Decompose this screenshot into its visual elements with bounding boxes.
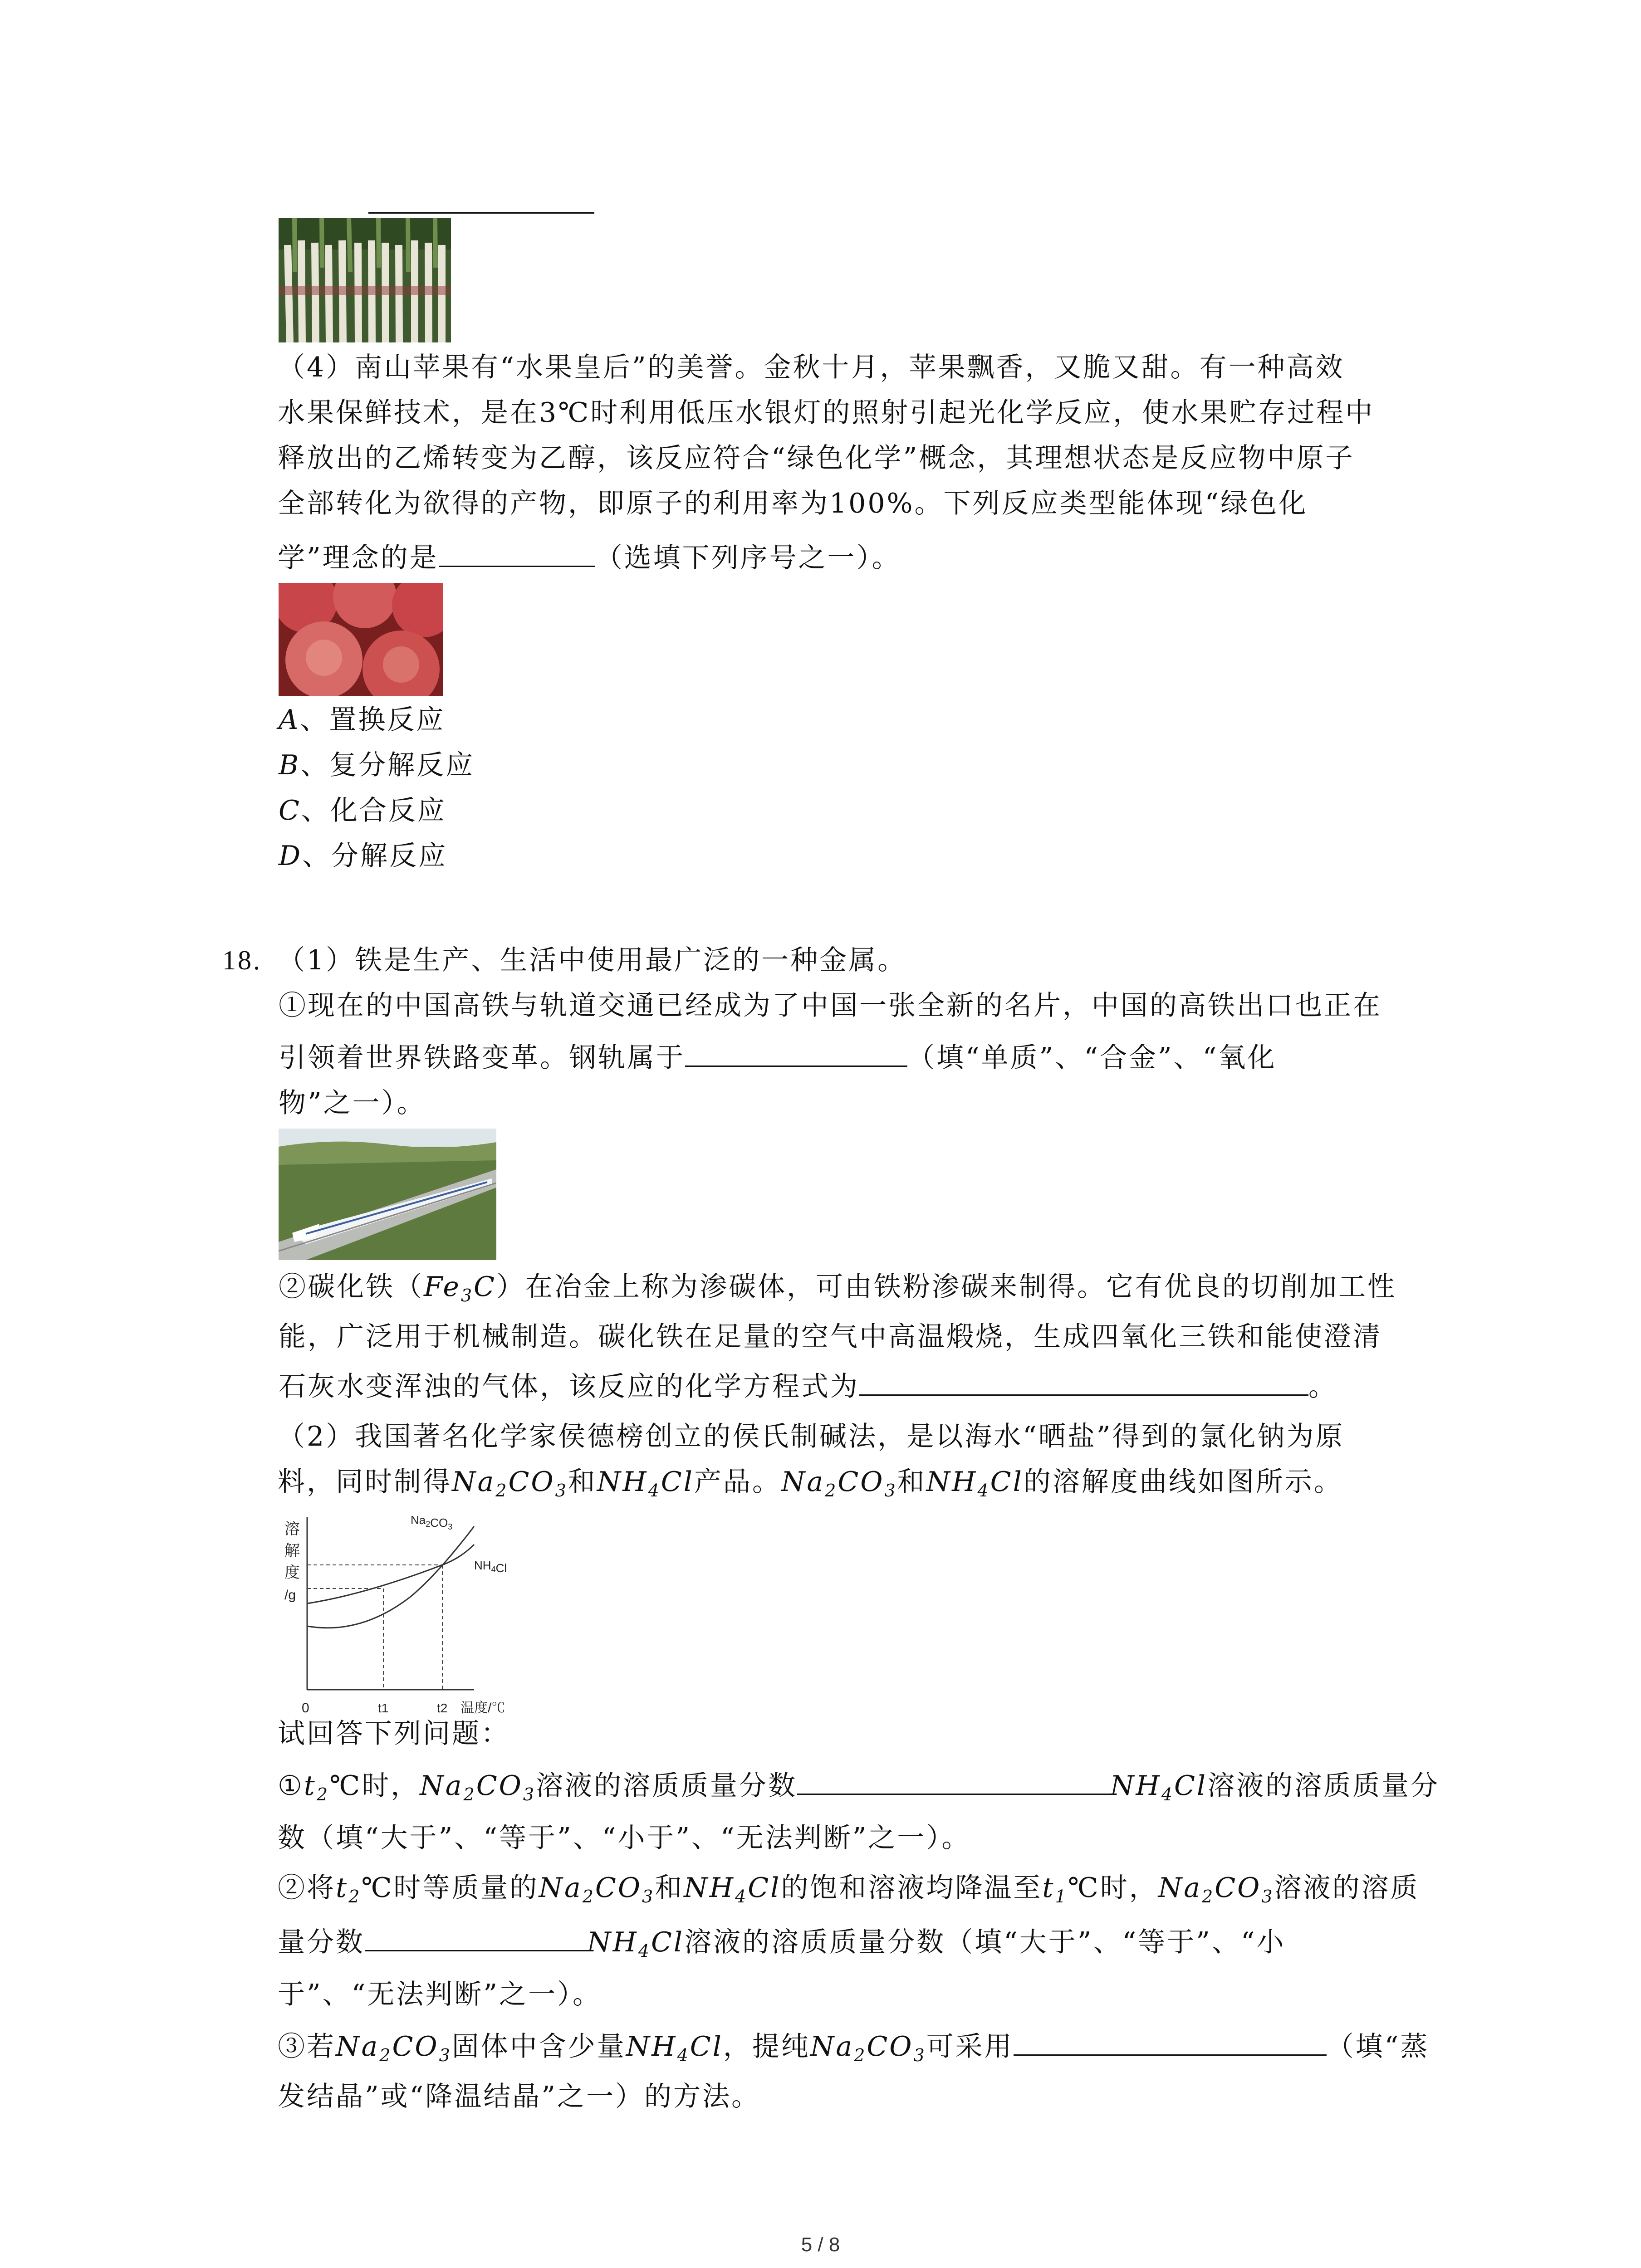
q18-a1-line2: 数（填“大于”、“等于”、“小于”、“无法判断”之一）。	[278, 1822, 971, 1854]
answer-blank-rail[interactable]	[685, 1039, 907, 1067]
series-label-nh4cl: $NH_4Cl$	[474, 1559, 507, 1575]
q18-a2-line2: 量分数 $NH_4Cl$溶液的溶质质量分数（填“大于”、“等于”、“小	[278, 1923, 1286, 1961]
answer-blank-a1[interactable]	[797, 1767, 1110, 1795]
train-photo	[279, 1129, 496, 1260]
question-number-18: 18.	[222, 945, 262, 975]
option-b: B、复分解反应	[279, 749, 475, 781]
option-d: D、分解反应	[279, 840, 448, 872]
x-axis-label: 温度/℃	[460, 1701, 505, 1716]
q18-part2-line2: 料，同时制得$Na_2CO_3$和$NH_4Cl$产品。$Na_2CO_3$和$NH_4Cl$的溶解度曲线如图所示。	[278, 1466, 1343, 1501]
q18-a3-line1: ③若$Na_2CO_3$固体中含少量$NH_4Cl$，提纯$Na_2CO_3$可采用 （填“蒸	[278, 2028, 1429, 2066]
y-axis-label-1: 溶	[284, 1520, 300, 1538]
y-axis-label-3: 度	[284, 1564, 300, 1581]
x-tick-0: 0	[302, 1701, 309, 1716]
q17-part4-text: 学”理念的是	[278, 542, 439, 574]
option-c: C、化合反应	[279, 795, 446, 826]
q17-part4-text-end: （选填下列序号之一）。	[595, 542, 901, 574]
q17-part4-line5	[278, 539, 901, 577]
apples-photo	[279, 583, 443, 696]
x-tick-t1: t1	[378, 1701, 389, 1715]
q18-a1-line1: $①t_2℃$时，$Na_2CO_3$溶液的溶质质量分数 $NH_4Cl$溶液的溶质质量分	[278, 1767, 1440, 1805]
q17-part4-line1: （4）南山苹果有“水果皇后”的美誉。金秋十月，苹果飘香，又脆又甜。有一种高效	[278, 352, 1345, 383]
q18-s1-line1: ①现在的中国高铁与轨道交通已经成为了中国一张全新的名片，中国的高铁出口也正在	[279, 990, 1382, 1022]
series-label-na2co3: $Na_2CO_3$	[411, 1513, 453, 1531]
q18-s2-line2: 能，广泛用于机械制造。碳化铁在足量的空气中高温煅烧，生成四氧化三铁和能使澄清	[279, 1321, 1382, 1353]
answer-blank-a2[interactable]	[365, 1924, 587, 1951]
q18-s2-line1: ②碳化铁$(Fe_3C)$在冶金上称为渗碳体，可由铁粉渗碳来制得。它有优良的切削加工性	[279, 1271, 1396, 1305]
q18-s1-line2: 引领着世界铁路变革。钢轨属于 （填“单质”、“合金”、“氧化	[279, 1039, 1276, 1077]
answer-blank-q17-4[interactable]	[439, 539, 595, 567]
q17-part4-line2: 水果保鲜技术，是在3℃时利用低压水银灯的照射引起光化学反应，使水果贮存过程中	[278, 397, 1375, 429]
q18-s1-line3: 物”之一）。	[279, 1087, 426, 1119]
y-axis-label-2: 解	[284, 1542, 300, 1559]
leek-photo	[279, 218, 451, 342]
questions-intro: 试回答下列问题：	[278, 1718, 510, 1750]
q17-part4-line4: 全部转化为欲得的产物，即原子的利用率为100%。下列反应类型能体现“绿色化	[278, 488, 1308, 519]
y-axis-label-4: /g	[284, 1588, 296, 1603]
q17-part4-line3: 释放出的乙烯转变为乙醇，该反应符合“绿色化学”概念，其理想状态是反应物中原子	[278, 442, 1355, 474]
series-nh4cl-curve	[307, 1545, 474, 1603]
q18-part1-intro: （1）铁是生产、生活中使用最广泛的一种金属。	[278, 944, 907, 976]
q18-s2-line3: 石灰水变浑浊的气体，该反应的化学方程式为 。	[279, 1368, 1337, 1406]
q18-a2-line3: 于”、“无法判断”之一）。	[278, 1979, 602, 2010]
q18-a3-line2: 发结晶”或“降温结晶”之一）的方法。	[278, 2081, 761, 2112]
answer-blank-a3[interactable]	[1014, 2028, 1327, 2056]
x-tick-t2: t2	[437, 1701, 448, 1715]
solubility-chart	[274, 1510, 538, 1724]
answer-blank-equation[interactable]	[859, 1368, 1308, 1396]
series-na2co3-curve	[307, 1526, 474, 1628]
option-a: A、置换反应	[279, 704, 446, 736]
answer-blank-top	[368, 212, 594, 214]
q18-part2-line1: （2）我国著名化学家侯德榜创立的侯氏制碱法，是以海水“晒盐”得到的氯化钠为原	[278, 1421, 1345, 1452]
q18-a2-line1: ②将$t_2℃$时等质量的$Na_2CO_3$和$NH_4Cl$的饱和溶液均降温至$t_1℃$时，$Na_2CO_3$溶液的溶质	[278, 1872, 1420, 1906]
page-number: 5 / 8	[801, 2234, 840, 2256]
